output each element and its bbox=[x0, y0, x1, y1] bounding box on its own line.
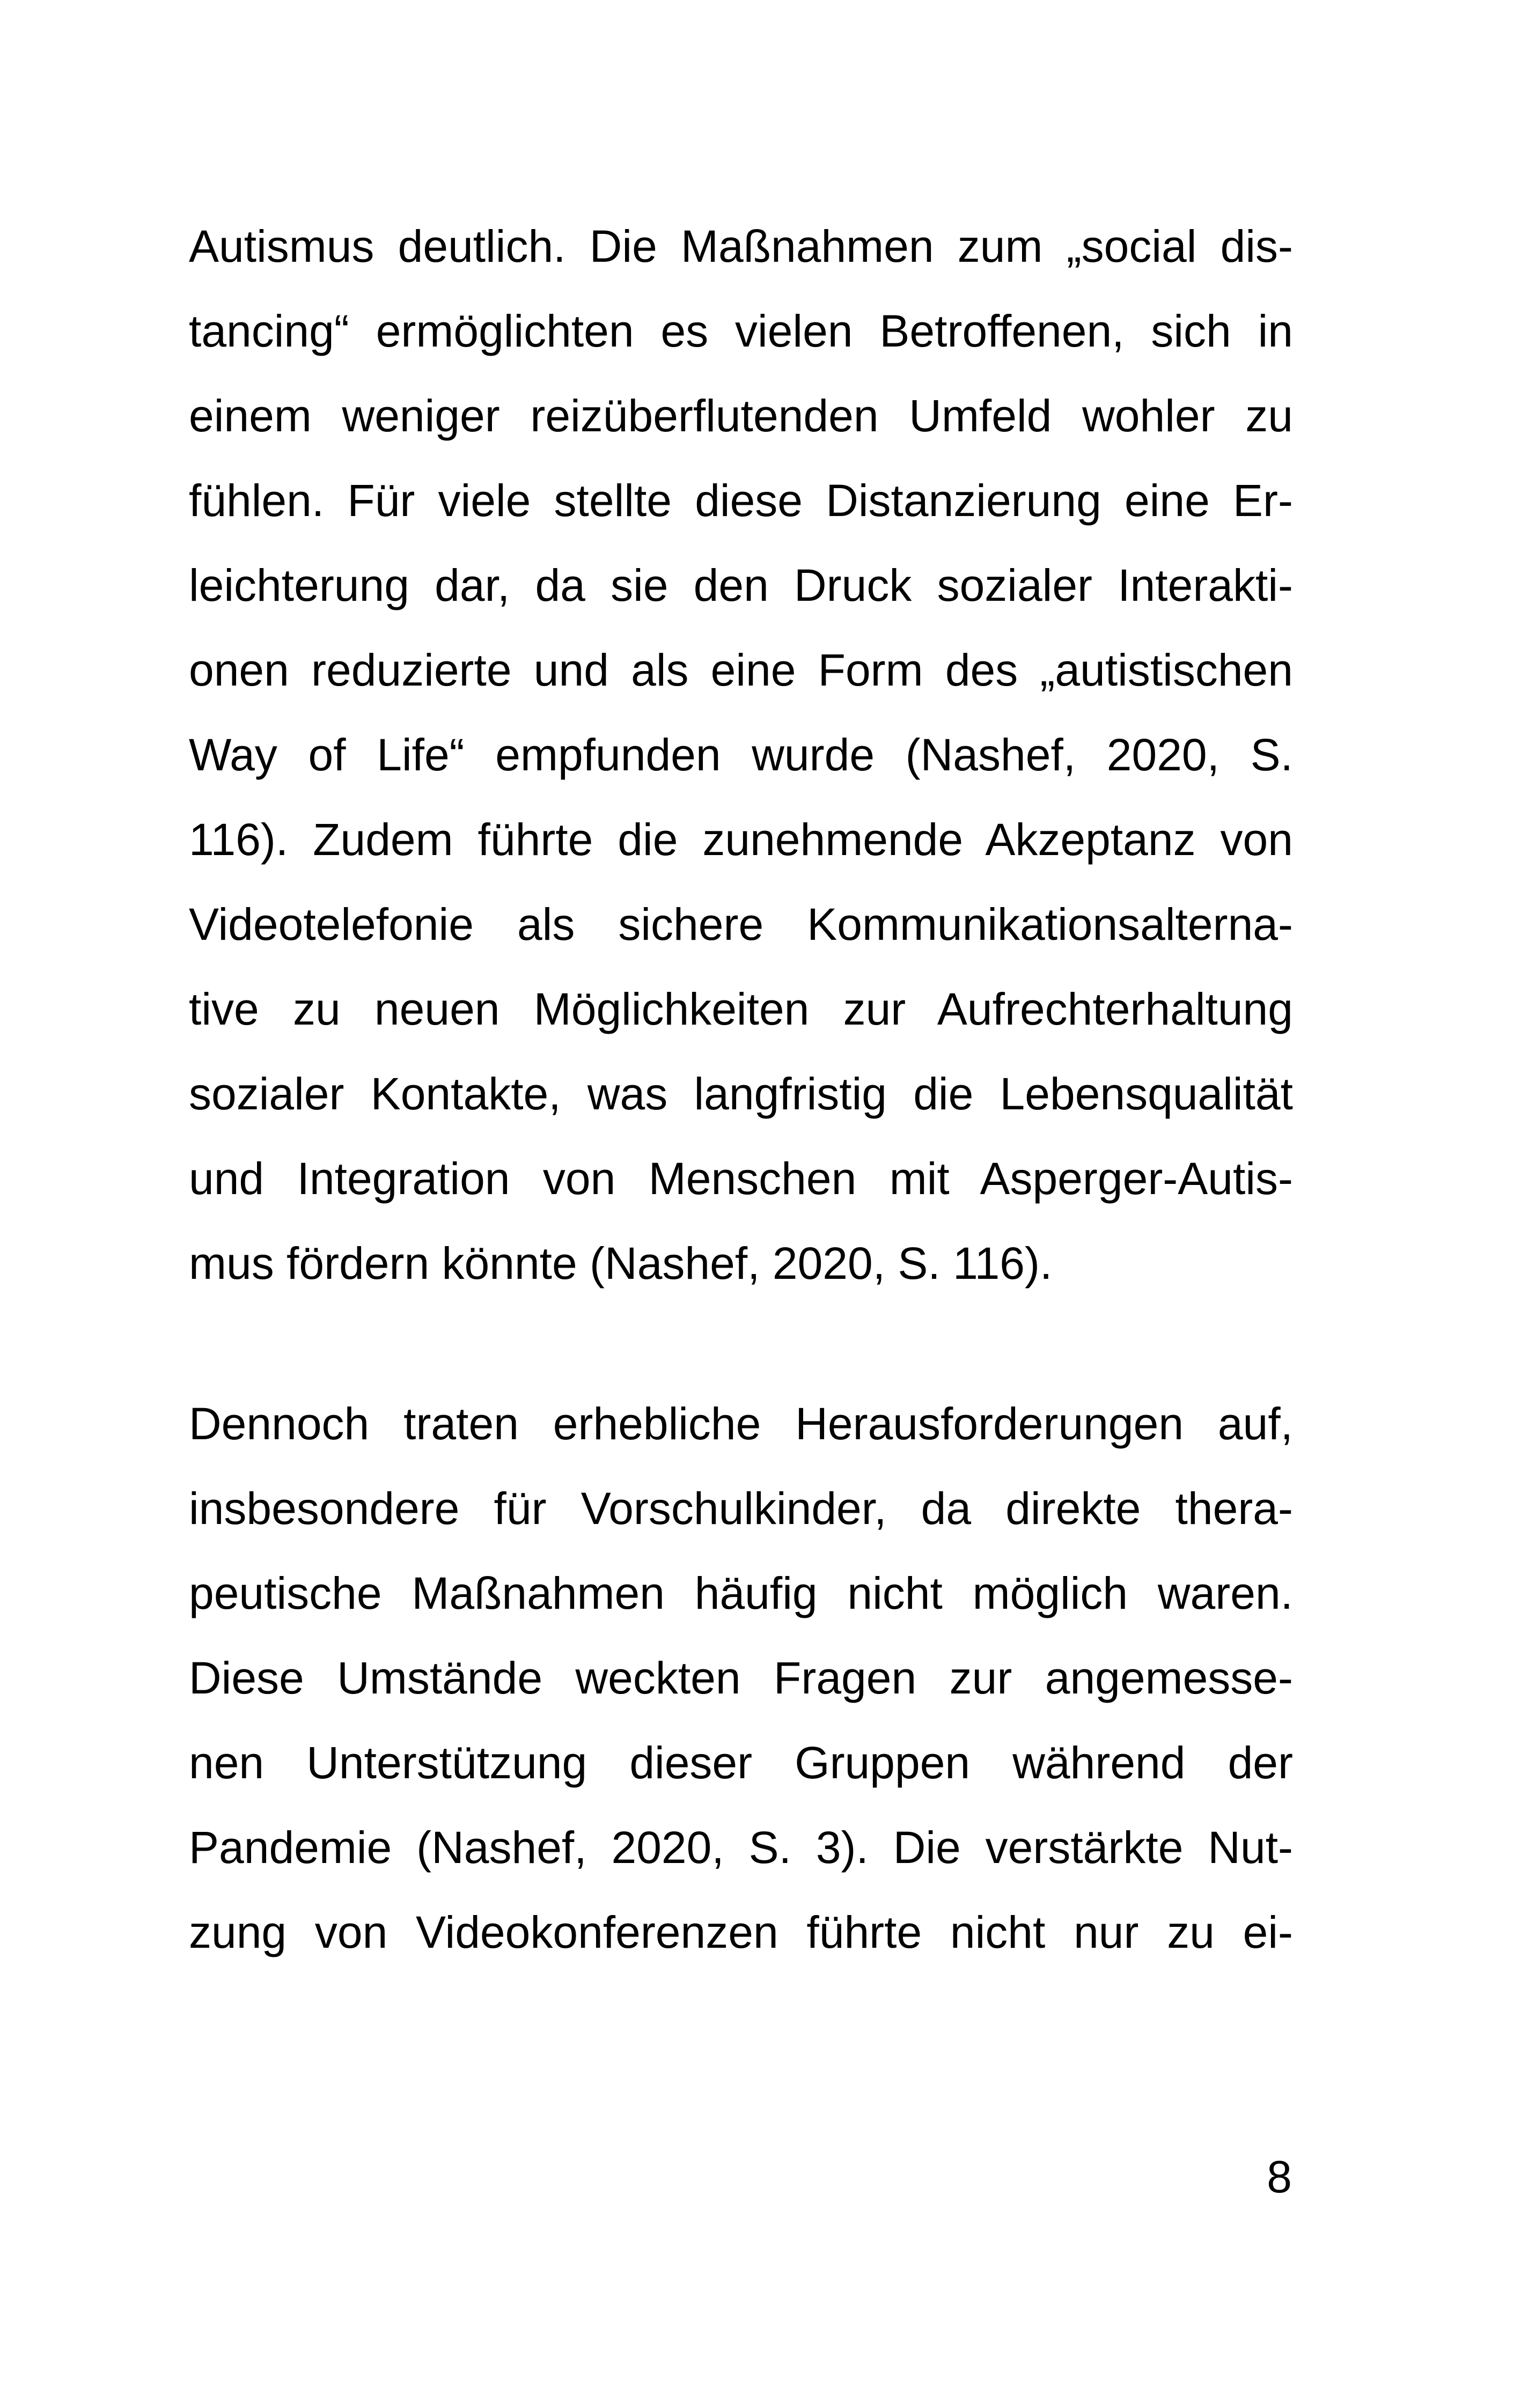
text-line: insbesondere für Vorschulkinder, da direkte thera- bbox=[189, 1483, 1293, 1534]
text-line: leichterung dar, da sie den Druck sozialer Interakti- bbox=[189, 560, 1293, 610]
text-line: peutische Maßnahmen häufig nicht möglich waren. bbox=[189, 1568, 1293, 1618]
paragraph bbox=[189, 204, 1293, 1306]
text-line: mus fördern könnte (Nashef, 2020, S. 116). bbox=[189, 1238, 1053, 1288]
text-line: zung von Videokonferenzen führte nicht nur zu ei- bbox=[189, 1907, 1293, 1957]
text-line: einem weniger reizüberflutenden Umfeld wohler zu bbox=[189, 391, 1293, 441]
text-line: onen reduzierte und als eine Form des „autistischen bbox=[189, 645, 1293, 695]
text-line: tancing“ ermöglichten es vielen Betroffenen, sich in bbox=[189, 306, 1293, 356]
text-line: und Integration von Menschen mit Asperger-Autis- bbox=[189, 1153, 1293, 1204]
text-line: Pandemie (Nashef, 2020, S. 3). Die verstärkte Nut- bbox=[189, 1822, 1293, 1873]
text-line: tive zu neuen Möglichkeiten zur Aufrechterhaltung bbox=[189, 984, 1293, 1034]
text-line: Diese Umstände weckten Fragen zur angemesse- bbox=[189, 1653, 1293, 1703]
text-line: nen Unterstützung dieser Gruppen während der bbox=[189, 1737, 1293, 1788]
paragraph bbox=[189, 1381, 1293, 1975]
text-line: Videotelefonie als sichere Kommunikationsalterna- bbox=[189, 899, 1293, 949]
text-line: fühlen. Für viele stellte diese Distanzierung eine Er- bbox=[189, 475, 1293, 526]
text-line: Way of Life“ empfunden wurde (Nashef, 2020, S. bbox=[189, 730, 1293, 780]
text-line: 116). Zudem führte die zunehmende Akzeptanz von bbox=[189, 814, 1293, 865]
page-number: 8 bbox=[1267, 2152, 1292, 2202]
text-line: Autismus deutlich. Die Maßnahmen zum „social dis- bbox=[189, 221, 1293, 271]
text-line: sozialer Kontakte, was langfristig die Lebensqualität bbox=[189, 1069, 1293, 1119]
text-line: Dennoch traten erhebliche Herausforderungen auf, bbox=[189, 1398, 1293, 1449]
